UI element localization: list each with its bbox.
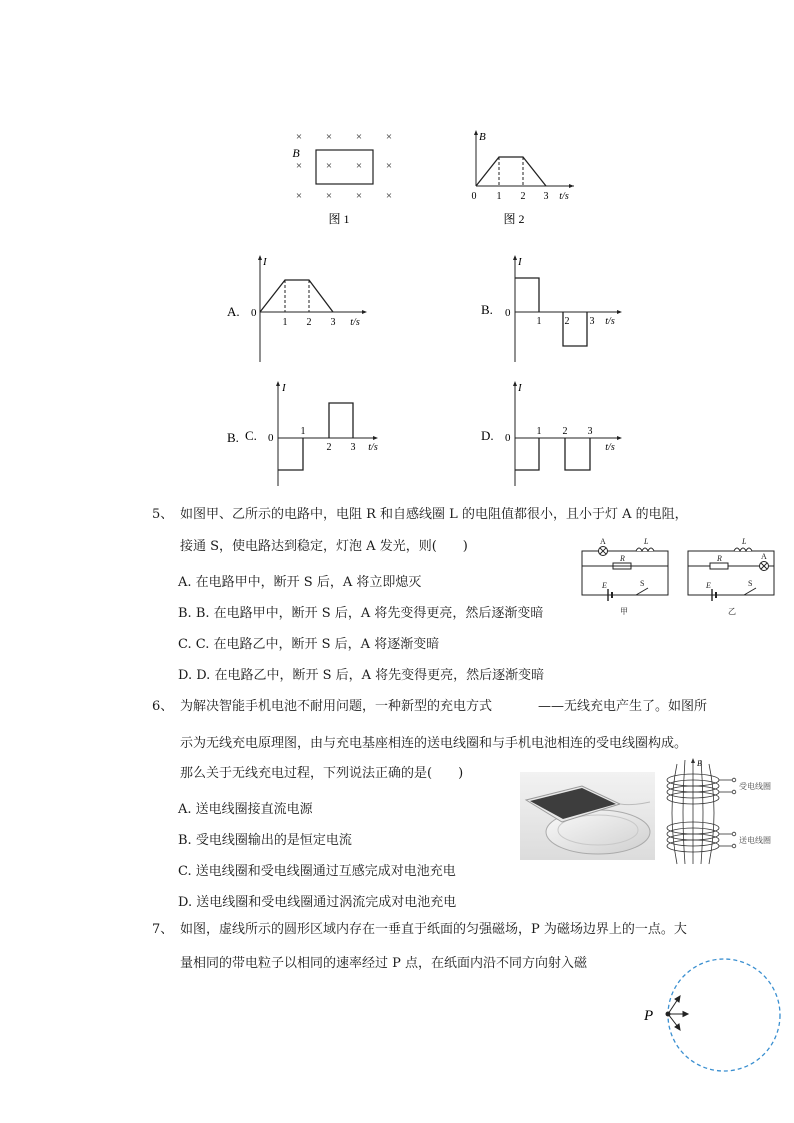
option-b-tick-2: 2 bbox=[564, 316, 570, 327]
figure-2-tick-1: 1 bbox=[496, 191, 502, 202]
figure-2-x-label: t/s bbox=[559, 191, 569, 202]
option-c-curve-pos bbox=[329, 403, 353, 438]
circuit-yi-label-r: R bbox=[717, 554, 722, 563]
q6-option-d[interactable] bbox=[178, 891, 456, 910]
svg-text:×: × bbox=[295, 160, 303, 172]
option-d-letter: D. bbox=[481, 428, 494, 443]
option-c-prefix: B. bbox=[227, 430, 239, 445]
svg-text:×: × bbox=[355, 131, 363, 143]
circuit-jia-label-e: E bbox=[602, 581, 607, 590]
wireless-charger-photo bbox=[520, 772, 655, 860]
option-b-curve-pos bbox=[515, 278, 539, 312]
q5-option-d[interactable] bbox=[178, 664, 544, 683]
option-c-tick-2: 2 bbox=[326, 442, 332, 453]
q7-stem-line1: 如图，虚线所示的圆形区域内存在一垂直于纸面的匀强磁场，P 为磁场边界上的一点。大 bbox=[180, 922, 687, 937]
option-d-graph bbox=[480, 378, 630, 490]
q5-stem-line1: 如图甲、乙所示的电路中，电阻 R 和自感线圈 L 的电阻值都很小，且小于灯 A 的电阻， bbox=[180, 507, 688, 522]
q5-option-d-text: 在电路乙中，断开 S 后，A 将先变得更亮，然后逐渐变暗 bbox=[214, 668, 545, 683]
point-p-label: P bbox=[644, 1008, 654, 1024]
q6-stem-line1b: ——无线充电产生了。如图所 bbox=[538, 699, 708, 714]
figure-2-caption: 图 2 bbox=[503, 212, 525, 226]
coil-principle-diagram bbox=[655, 756, 775, 868]
receive-coil-label: 受电线圈 bbox=[739, 782, 771, 791]
q5-option-c-text: 在电路乙中，断开 S 后，A 将逐渐变暗 bbox=[213, 637, 440, 652]
q5-option-d-prefix: D. D. bbox=[178, 668, 211, 683]
option-d-y-label: I bbox=[518, 382, 522, 394]
svg-text:×: × bbox=[355, 160, 363, 172]
q5-option-c[interactable] bbox=[178, 633, 439, 652]
q6-stem-line2: 示为无线充电原理图，由与充电基座相连的送电线圈和与手机电池相连的受电线圈构成。 bbox=[180, 736, 688, 751]
circuit-yi-label-a: A bbox=[761, 552, 767, 561]
figure-2-tick-3: 3 bbox=[543, 191, 549, 202]
option-d-tick-1: 1 bbox=[536, 426, 542, 437]
option-b-letter: B. bbox=[481, 302, 493, 317]
figure-2-bt-graph bbox=[466, 128, 581, 233]
q6-option-d-prefix: D. bbox=[178, 895, 193, 910]
figure-2-tick-2: 2 bbox=[520, 191, 526, 202]
q7-stem-line2: 量相同的带电粒子以相同的速率经过 P 点，在纸面内沿不同方向射入磁 bbox=[180, 956, 588, 971]
q7-number: 7、 bbox=[152, 922, 174, 937]
option-a-tick-2: 2 bbox=[306, 317, 312, 328]
q5-option-a-prefix: A. bbox=[178, 575, 192, 590]
option-d-tick-3: 3 bbox=[587, 426, 593, 437]
circuit-yi-label-s: S bbox=[748, 579, 753, 588]
circuit-yi-label-l: L bbox=[742, 537, 747, 546]
option-a-y-label: I bbox=[263, 256, 267, 268]
q6-option-c-text: 送电线圈和受电线圈通过互感完成对电池充电 bbox=[195, 864, 456, 879]
circuit-jia-caption: 甲 bbox=[620, 607, 628, 616]
q5-stem-line2: 接通 S，使电路达到稳定，灯泡 A 发光，则( ) bbox=[180, 539, 468, 554]
option-b-graph bbox=[480, 252, 630, 364]
option-d-x-label: t/s bbox=[605, 442, 615, 453]
svg-text:×: × bbox=[385, 190, 393, 202]
wire-loop bbox=[316, 150, 373, 184]
circuit-jia-label-r: R bbox=[620, 554, 625, 563]
q5-option-b-prefix: B. B. bbox=[178, 606, 210, 621]
q6-option-a-text: 送电线圈接直流电源 bbox=[195, 802, 313, 817]
svg-text:×: × bbox=[385, 160, 393, 172]
option-a-tick-3: 3 bbox=[330, 317, 336, 328]
q5-circuit-diagrams bbox=[578, 534, 778, 616]
option-c-tick-1: 1 bbox=[300, 426, 306, 437]
q6-stem-line1a: 为解决智能手机电池不耐用问题，一种新型的充电方式 bbox=[180, 699, 493, 714]
svg-text:×: × bbox=[355, 190, 363, 202]
option-c-curve-neg bbox=[278, 438, 303, 470]
q5-option-a[interactable] bbox=[178, 571, 421, 590]
circuit-yi-caption: 乙 bbox=[728, 607, 736, 616]
q6-option-d-text: 送电线圈和受电线圈通过涡流完成对电池充电 bbox=[196, 895, 457, 910]
q6-stem-line3: 那么关于无线充电过程，下列说法正确的是( ) bbox=[180, 766, 464, 781]
svg-text:×: × bbox=[295, 131, 303, 143]
option-a-graph bbox=[225, 252, 375, 364]
q6-option-b-prefix: B. bbox=[178, 833, 192, 848]
option-c-y-label: I bbox=[282, 382, 286, 394]
option-a-x-label: t/s bbox=[350, 317, 360, 328]
circuit-jia-label-l: L bbox=[644, 537, 649, 546]
option-a-curve bbox=[260, 280, 333, 312]
option-b-x-label: t/s bbox=[605, 316, 615, 327]
q5-option-b-text: 在电路甲中，断开 S 后，A 将先变得更亮，然后逐渐变暗 bbox=[213, 606, 544, 621]
circuit-jia bbox=[582, 547, 668, 602]
svg-text:×: × bbox=[325, 160, 333, 172]
svg-text:×: × bbox=[385, 131, 393, 143]
q5-option-c-prefix: C. C. bbox=[178, 637, 210, 652]
q6-option-b[interactable] bbox=[178, 829, 352, 848]
q6-option-c-prefix: C. bbox=[178, 864, 192, 879]
magnetic-field-circle-diagram bbox=[640, 952, 784, 1080]
svg-text:×: × bbox=[325, 131, 333, 143]
circuit-yi-label-e: E bbox=[706, 581, 711, 590]
option-c-x-label: t/s bbox=[368, 442, 378, 453]
circuit-jia-label-s: S bbox=[640, 579, 645, 588]
option-c-tick-3: 3 bbox=[350, 442, 356, 453]
circuit-jia-label-a: A bbox=[600, 537, 606, 546]
q6-option-c[interactable] bbox=[178, 860, 456, 879]
q6-option-a-prefix: A. bbox=[178, 802, 192, 817]
option-d-curve-1 bbox=[515, 438, 539, 470]
option-a-origin: 0 bbox=[251, 307, 257, 319]
option-b-origin: 0 bbox=[505, 307, 511, 319]
option-b-tick-1: 1 bbox=[536, 316, 542, 327]
svg-text:×: × bbox=[295, 190, 303, 202]
option-b-tick-3: 3 bbox=[589, 316, 595, 327]
figure-2-y-label: B bbox=[479, 131, 486, 143]
option-c-origin: 0 bbox=[268, 432, 274, 444]
figure-1-label-b: B bbox=[292, 146, 300, 160]
send-coil-label: 送电线圈 bbox=[739, 836, 771, 845]
q5-number: 5、 bbox=[152, 507, 174, 522]
option-c-graph bbox=[226, 378, 386, 490]
figure-1-field-diagram bbox=[286, 126, 406, 236]
option-d-origin: 0 bbox=[505, 432, 511, 444]
figure-2-tick-0: 0 bbox=[471, 191, 477, 202]
option-d-curve-2 bbox=[565, 438, 590, 470]
option-d-tick-2: 2 bbox=[562, 426, 568, 437]
q5-option-b[interactable] bbox=[178, 602, 543, 621]
q6-option-a[interactable] bbox=[178, 798, 313, 817]
figure-2-curve bbox=[476, 157, 546, 186]
figure-1-caption: 图 1 bbox=[328, 212, 350, 226]
coil-field-label-b: B bbox=[697, 759, 702, 768]
svg-text:×: × bbox=[325, 190, 333, 202]
option-a-tick-1: 1 bbox=[282, 317, 288, 328]
q5-option-a-text: 在电路甲中，断开 S 后，A 将立即熄灭 bbox=[195, 575, 422, 590]
q6-number: 6、 bbox=[152, 699, 174, 714]
q6-option-b-text: 受电线圈输出的是恒定电流 bbox=[195, 833, 352, 848]
option-c-letter: C. bbox=[245, 428, 257, 443]
option-b-y-label: I bbox=[518, 256, 522, 268]
option-a-letter: A. bbox=[227, 304, 240, 319]
